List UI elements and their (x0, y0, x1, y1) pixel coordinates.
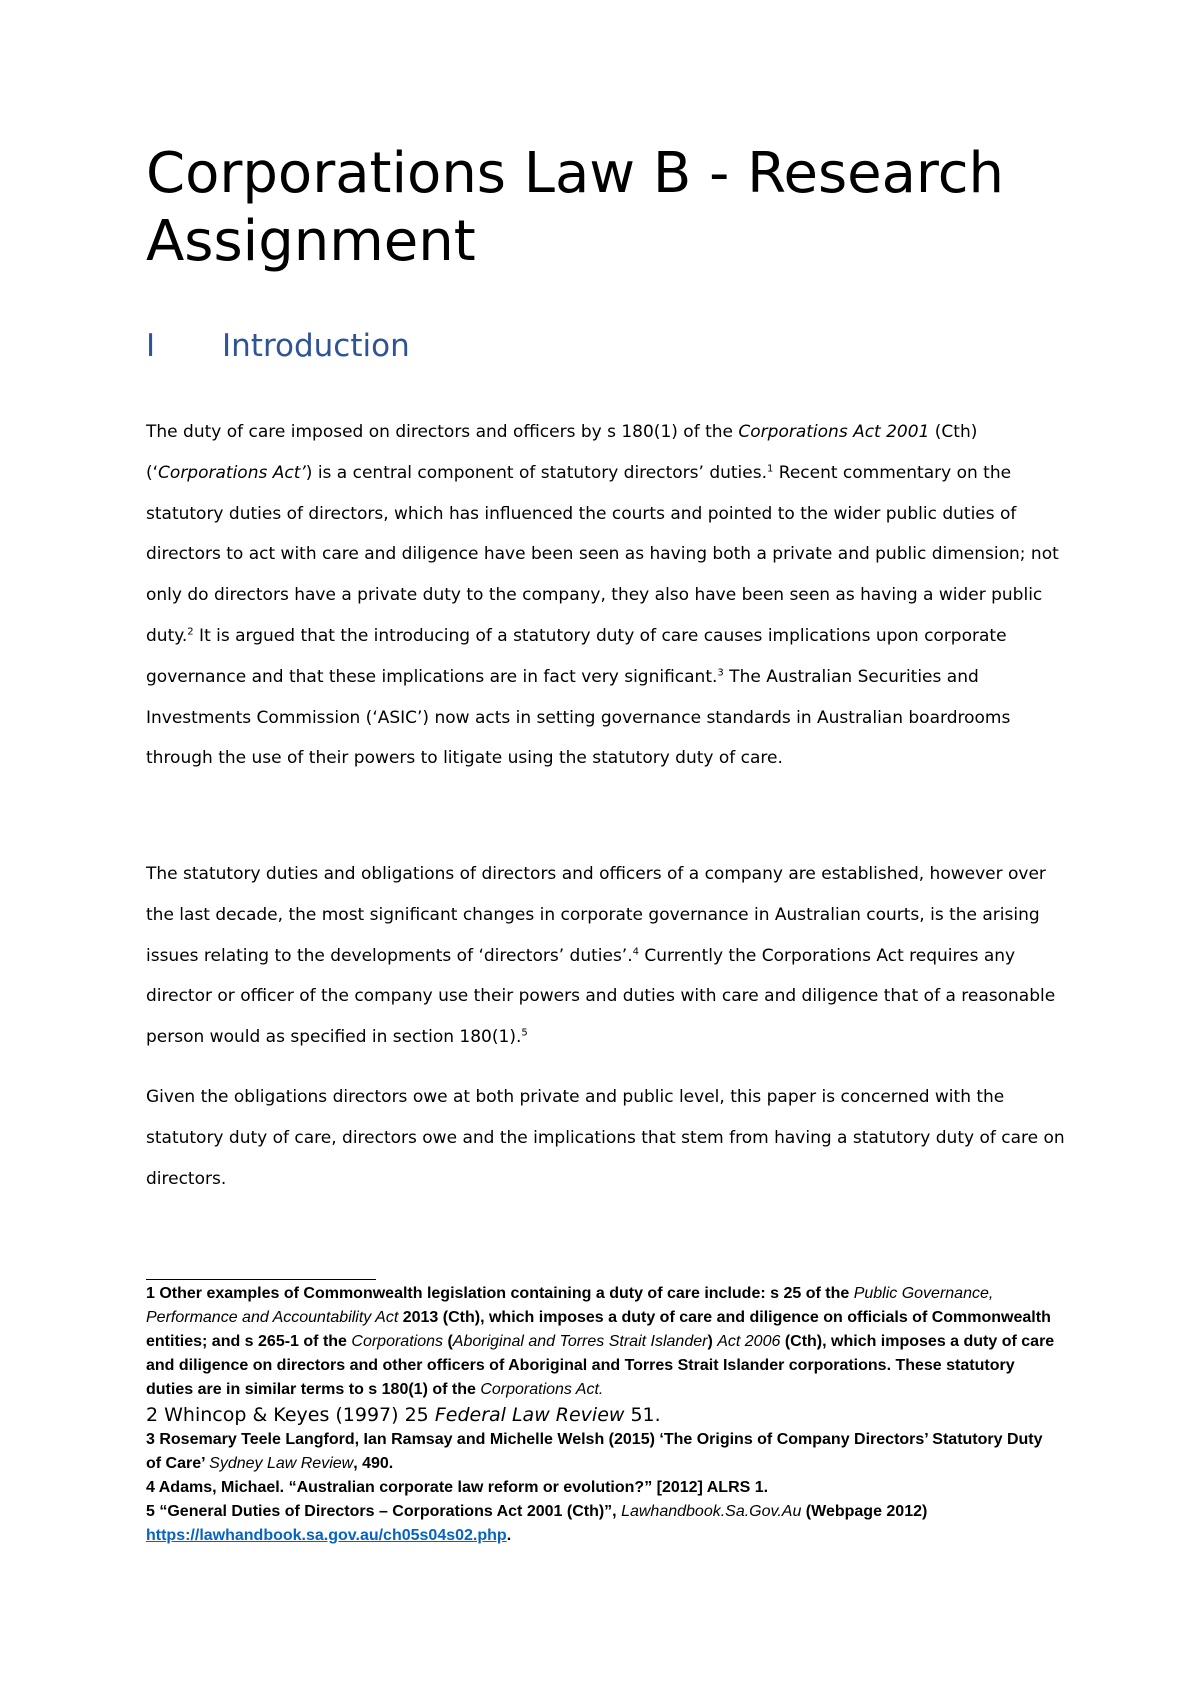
section-heading (146, 326, 410, 366)
footnote-ref-1[interactable]: 1 (767, 463, 774, 475)
footnote-2: 2 Whincop & Keyes (1997) 25 Federal Law Review 51. (146, 1404, 661, 1426)
footnote-1: 1 Other examples of Commonwealth legislation containing a duty of care include: s 25 of the Public Governance, Performance and Accountability Act 2013 (Cth), which imposes a duty of care and diligence on officials of Commonwealth entities; and s 265-1 of the Corporations (Aboriginal and Torres Strait Islander) Act 2006 (Cth), which imposes a duty of care and diligence on directors and other officers of Aboriginal and Torres Strait Islander corporations. These statutory duties are in similar terms to s 180(1) of the Corporations Act. (146, 1285, 1055, 1398)
footnote-ref-2[interactable]: 2 (187, 626, 194, 638)
footnote-ref-4[interactable]: 4 (632, 945, 639, 957)
footnotes (146, 1282, 1056, 1548)
paragraph-3: Given the obligations directors owe at both private and public level, this paper is concerned with the statutory duty of care, directors owe and the implications that stem from having a statutory duty of care on directors. (146, 1087, 1065, 1189)
footnote-5-link[interactable]: https://lawhandbook.sa.gov.au/ch05s04s02.php (146, 1527, 507, 1544)
document-title: Corporations Law B - Research Assignment (146, 141, 1004, 274)
footnote-3: 3 Rosemary Teele Langford, Ian Ramsay and Michelle Welsh (2015) ‘The Origins of Company Directors’ Statutory Duty of Care’ Sydney Law Review, 490. (146, 1431, 1043, 1472)
paragraph-1: The duty of care imposed on directors and officers by s 180(1) of the Corporations Act 2001 (Cth) (‘Corporations Act’) is a central component of statutory directors’ duties.$^1$ Recent commentary on the statutory duties of directors, which has influenced the courts and pointed to the wider public duties of directors to act with care and diligence have been seen as having both a private and public dimension; not only do directors have a private duty to the company, they also have been seen as having a wider public duty.$^2$ It is argued that the introducing of a statutory duty of care causes implications upon corporate governance and that these implications are in fact very significant.$^3$ The Australian Securities and Investments Commission (‘ASIC’) now acts in setting governance standards in Australian boardrooms through the use of their powers to litigate using the statutory duty of care. (146, 422, 1059, 769)
section-number: I (146, 328, 156, 364)
section-heading-text: Introduction (222, 328, 410, 364)
paragraph-2: The statutory duties and obligations of directors and officers of a company are established, however over the last decade, the most significant changes in corporate governance in Australian courts, is the arising issues relating to the developments of ‘directors’ duties’.$^4$ Currently the Corporations Act requires any director or officer of the company use their powers and duties with care and diligence that of a reasonable person would as specified in section 180(1).$^5$ (146, 864, 1056, 1048)
footnote-4: 4 Adams, Michael. “Australian corporate law reform or evolution?” [2012] ALRS 1. (146, 1479, 769, 1496)
footnote-separator (146, 1279, 376, 1280)
footnote-ref-5[interactable]: 5 (521, 1027, 528, 1039)
footnote-ref-3[interactable]: 3 (717, 667, 724, 679)
footnote-5: 5 “General Duties of Directors – Corporations Act 2001 (Cth)”, Lawhandbook.Sa.Gov.Au (Webpage 2012) https://lawhandbook.sa.gov.au/ch05s04s02.php. (146, 1503, 928, 1544)
